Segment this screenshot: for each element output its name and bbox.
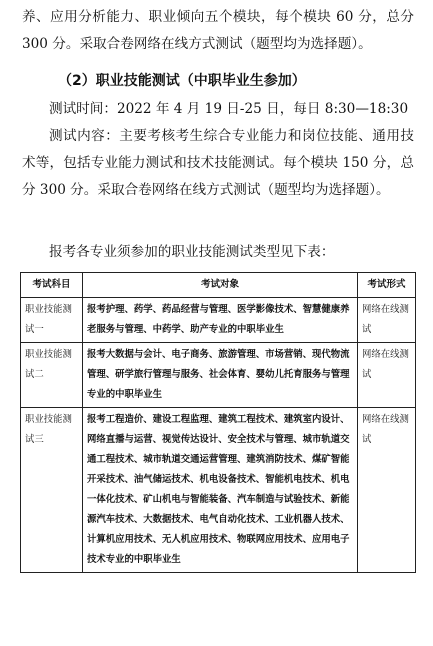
header-target: 考试对象 — [83, 273, 358, 298]
row-subject: 职业技能测试二 — [21, 343, 83, 408]
table-row — [21, 408, 416, 573]
table-intro-paragraph: 报考各专业须参加的职业技能测试类型见下表： — [49, 244, 335, 260]
row-target: 报考大数据与会计、电子商务、旅游管理、市场营销、现代物流管理、研学旅行管理与服务、社会体育、婴幼儿托育服务与管理专业的中职毕业生 — [83, 343, 358, 408]
table-row — [21, 298, 416, 343]
table-header-row — [21, 273, 416, 298]
test-content-paragraph: 测试内容：主要考核考生综合专业能力和岗位技能、通用技术等，包括专业能力测试和技术技能测试。每个模块 150 分，总分 300 分。采取合卷网络在线方式测试（题型均为选择题）。 — [22, 128, 414, 198]
row-form: 网络在线测试 — [358, 343, 416, 408]
intro-paragraph: 养、应用分析能力、职业倾向五个模块，每个模块 60 分，总分 300 分。采取合卷网络在线方式测试（题型均为选择题）。 — [22, 9, 414, 52]
row-form: 网络在线测试 — [358, 408, 416, 573]
header-form: 考试形式 — [358, 273, 416, 298]
row-form: 网络在线测试 — [358, 298, 416, 343]
skills-test-table — [20, 272, 416, 573]
row-target: 报考护理、药学、药品经营与管理、医学影像技术、智慧健康养老服务与管理、中药学、助产专业的中职毕业生 — [83, 298, 358, 343]
section-heading: （2）职业技能测试（中职毕业生参加） — [58, 73, 306, 89]
row-subject: 职业技能测试三 — [21, 408, 83, 573]
row-target: 报考工程造价、建设工程监理、建筑工程技术、建筑室内设计、网络直播与运营、视觉传达设计、安全技术与管理、城市轨道交通工程技术、城市轨道交通运营管理、建筑消防技术、煤矿智能开采技术、油气储运技术、机电设备技术、智能机电技术、机电一体化技术、矿山机电与智能装备、汽车制造与试验技术、新能源汽车技术、大数据技术、电气自动化技术、工业机器人技术、计算机应用技术、无人机应用技术、物联网应用技术、应用电子技术专业的中职毕业生 — [83, 408, 358, 573]
test-time-paragraph: 测试时间：2022 年 4 月 19 日-25 日，每日 8:30—18:30 — [49, 101, 409, 117]
row-subject: 职业技能测试一 — [21, 298, 83, 343]
header-subject: 考试科目 — [21, 273, 83, 298]
table-row — [21, 343, 416, 408]
